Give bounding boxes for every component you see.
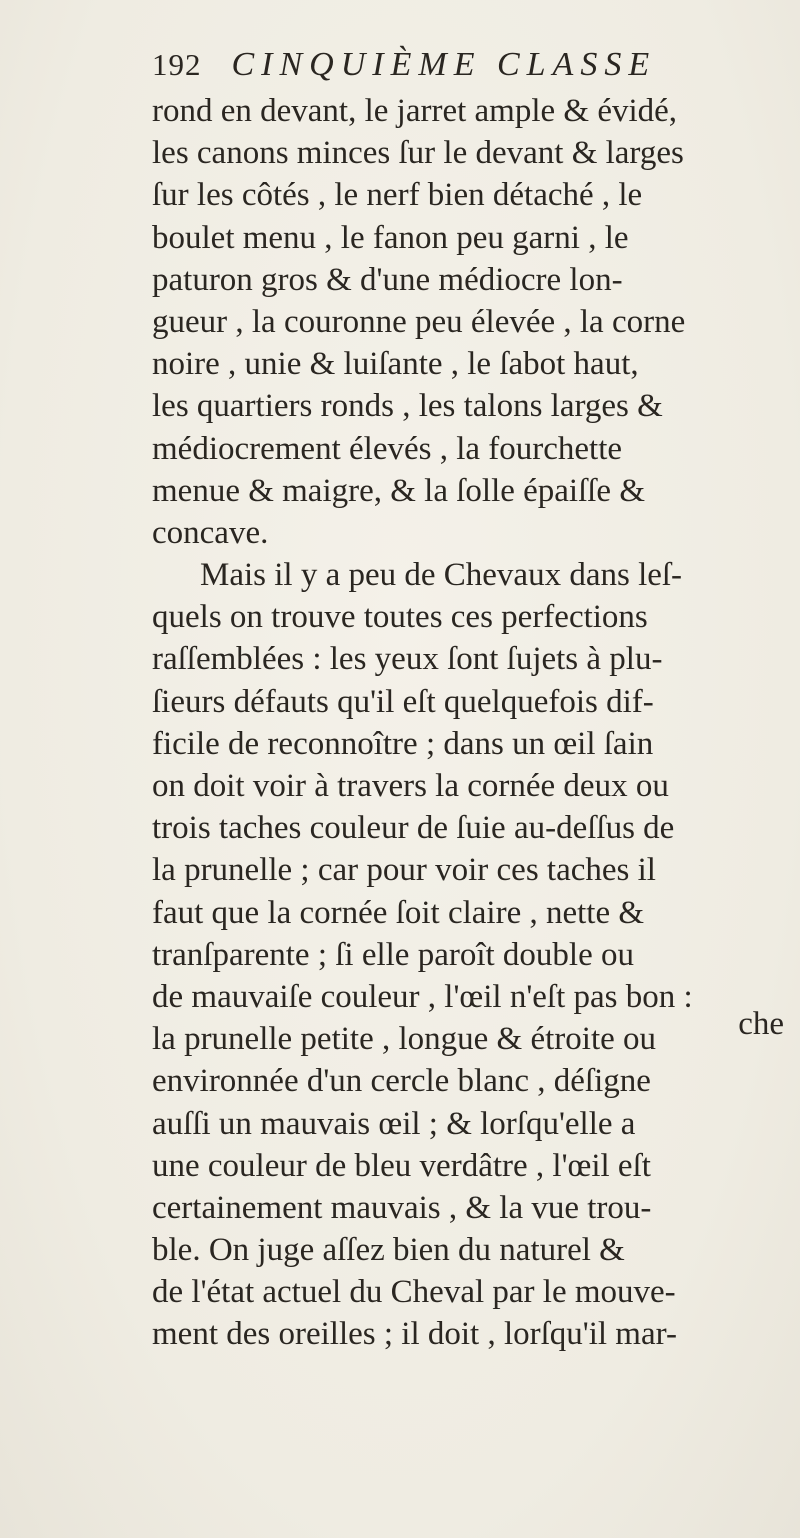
text-line: environnée d'un cercle blanc , déſigne <box>152 1063 651 1100</box>
text-line: la prunelle petite , longue & étroite ou <box>152 1021 657 1058</box>
text-line: les quartiers ronds , les talons larges & <box>152 388 663 425</box>
text-line: menue & maigre, & la ſolle épaiſſe & <box>152 472 646 509</box>
text-line: ſieurs défauts qu'il eſt quelquefois dif- <box>152 683 654 720</box>
text-line: de l'état actuel du Cheval par le mouve- <box>152 1274 676 1311</box>
text-line: noire , unie & luiſante , le ſabot haut, <box>152 346 639 383</box>
text-line: auſſi un mauvais œil ; & lorſqu'elle a <box>152 1105 636 1142</box>
text-line: gueur , la couronne peu élevée , la corne <box>152 303 686 340</box>
text-line: tranſparente ; ſi elle paroît double ou <box>152 936 634 973</box>
text-line: la prunelle ; car pour voir ces taches il <box>152 852 656 889</box>
page-header <box>152 46 752 90</box>
body-text <box>152 90 792 1356</box>
text-line: une couleur de bleu verdâtre , l'œil eſt <box>152 1147 651 1184</box>
text-line: de mauvaiſe couleur , l'œil n'eſt pas bon : <box>152 978 693 1015</box>
catchword: che <box>738 1006 784 1042</box>
text-line: ficile de reconnoître ; dans un œil ſain <box>152 725 654 762</box>
text-line: les canons minces ſur le devant & larges <box>152 135 684 172</box>
text-line: on doit voir à travers la cornée deux ou <box>152 768 669 804</box>
text-line: boulet menu , le fanon peu garni , le <box>152 219 629 256</box>
text-line: ſur les côtés , le nerf bien détaché , le <box>152 177 643 214</box>
text-line: rond en devant, le jarret ample & évidé, <box>152 93 678 129</box>
text-line: ble. On juge aſſez bien du naturel & <box>152 1232 625 1269</box>
text-line: faut que la cornée ſoit claire , nette & <box>152 894 645 931</box>
text-line: ment des oreilles ; il doit , lorſqu'il mar- <box>152 1316 677 1353</box>
page-number: 192 <box>152 47 202 82</box>
text-line: certainement mauvais , & la vue trou- <box>152 1189 652 1226</box>
text-line: paturon gros & d'une médiocre lon- <box>152 261 623 298</box>
paragraph-start-line: Mais il y a peu de Chevaux dans leſ- <box>200 557 683 594</box>
running-head: CINQUIÈME CLASSE <box>231 46 657 83</box>
text-line: raſſemblées : les yeux ſont ſujets à plu- <box>152 641 663 678</box>
text-line: quels on trouve toutes ces perfections <box>152 599 648 636</box>
text-line: trois taches couleur de ſuie au-deſſus de <box>152 810 675 847</box>
text-line: concave. <box>152 514 269 551</box>
text-line: médiocrement élevés , la fourchette <box>152 430 623 467</box>
